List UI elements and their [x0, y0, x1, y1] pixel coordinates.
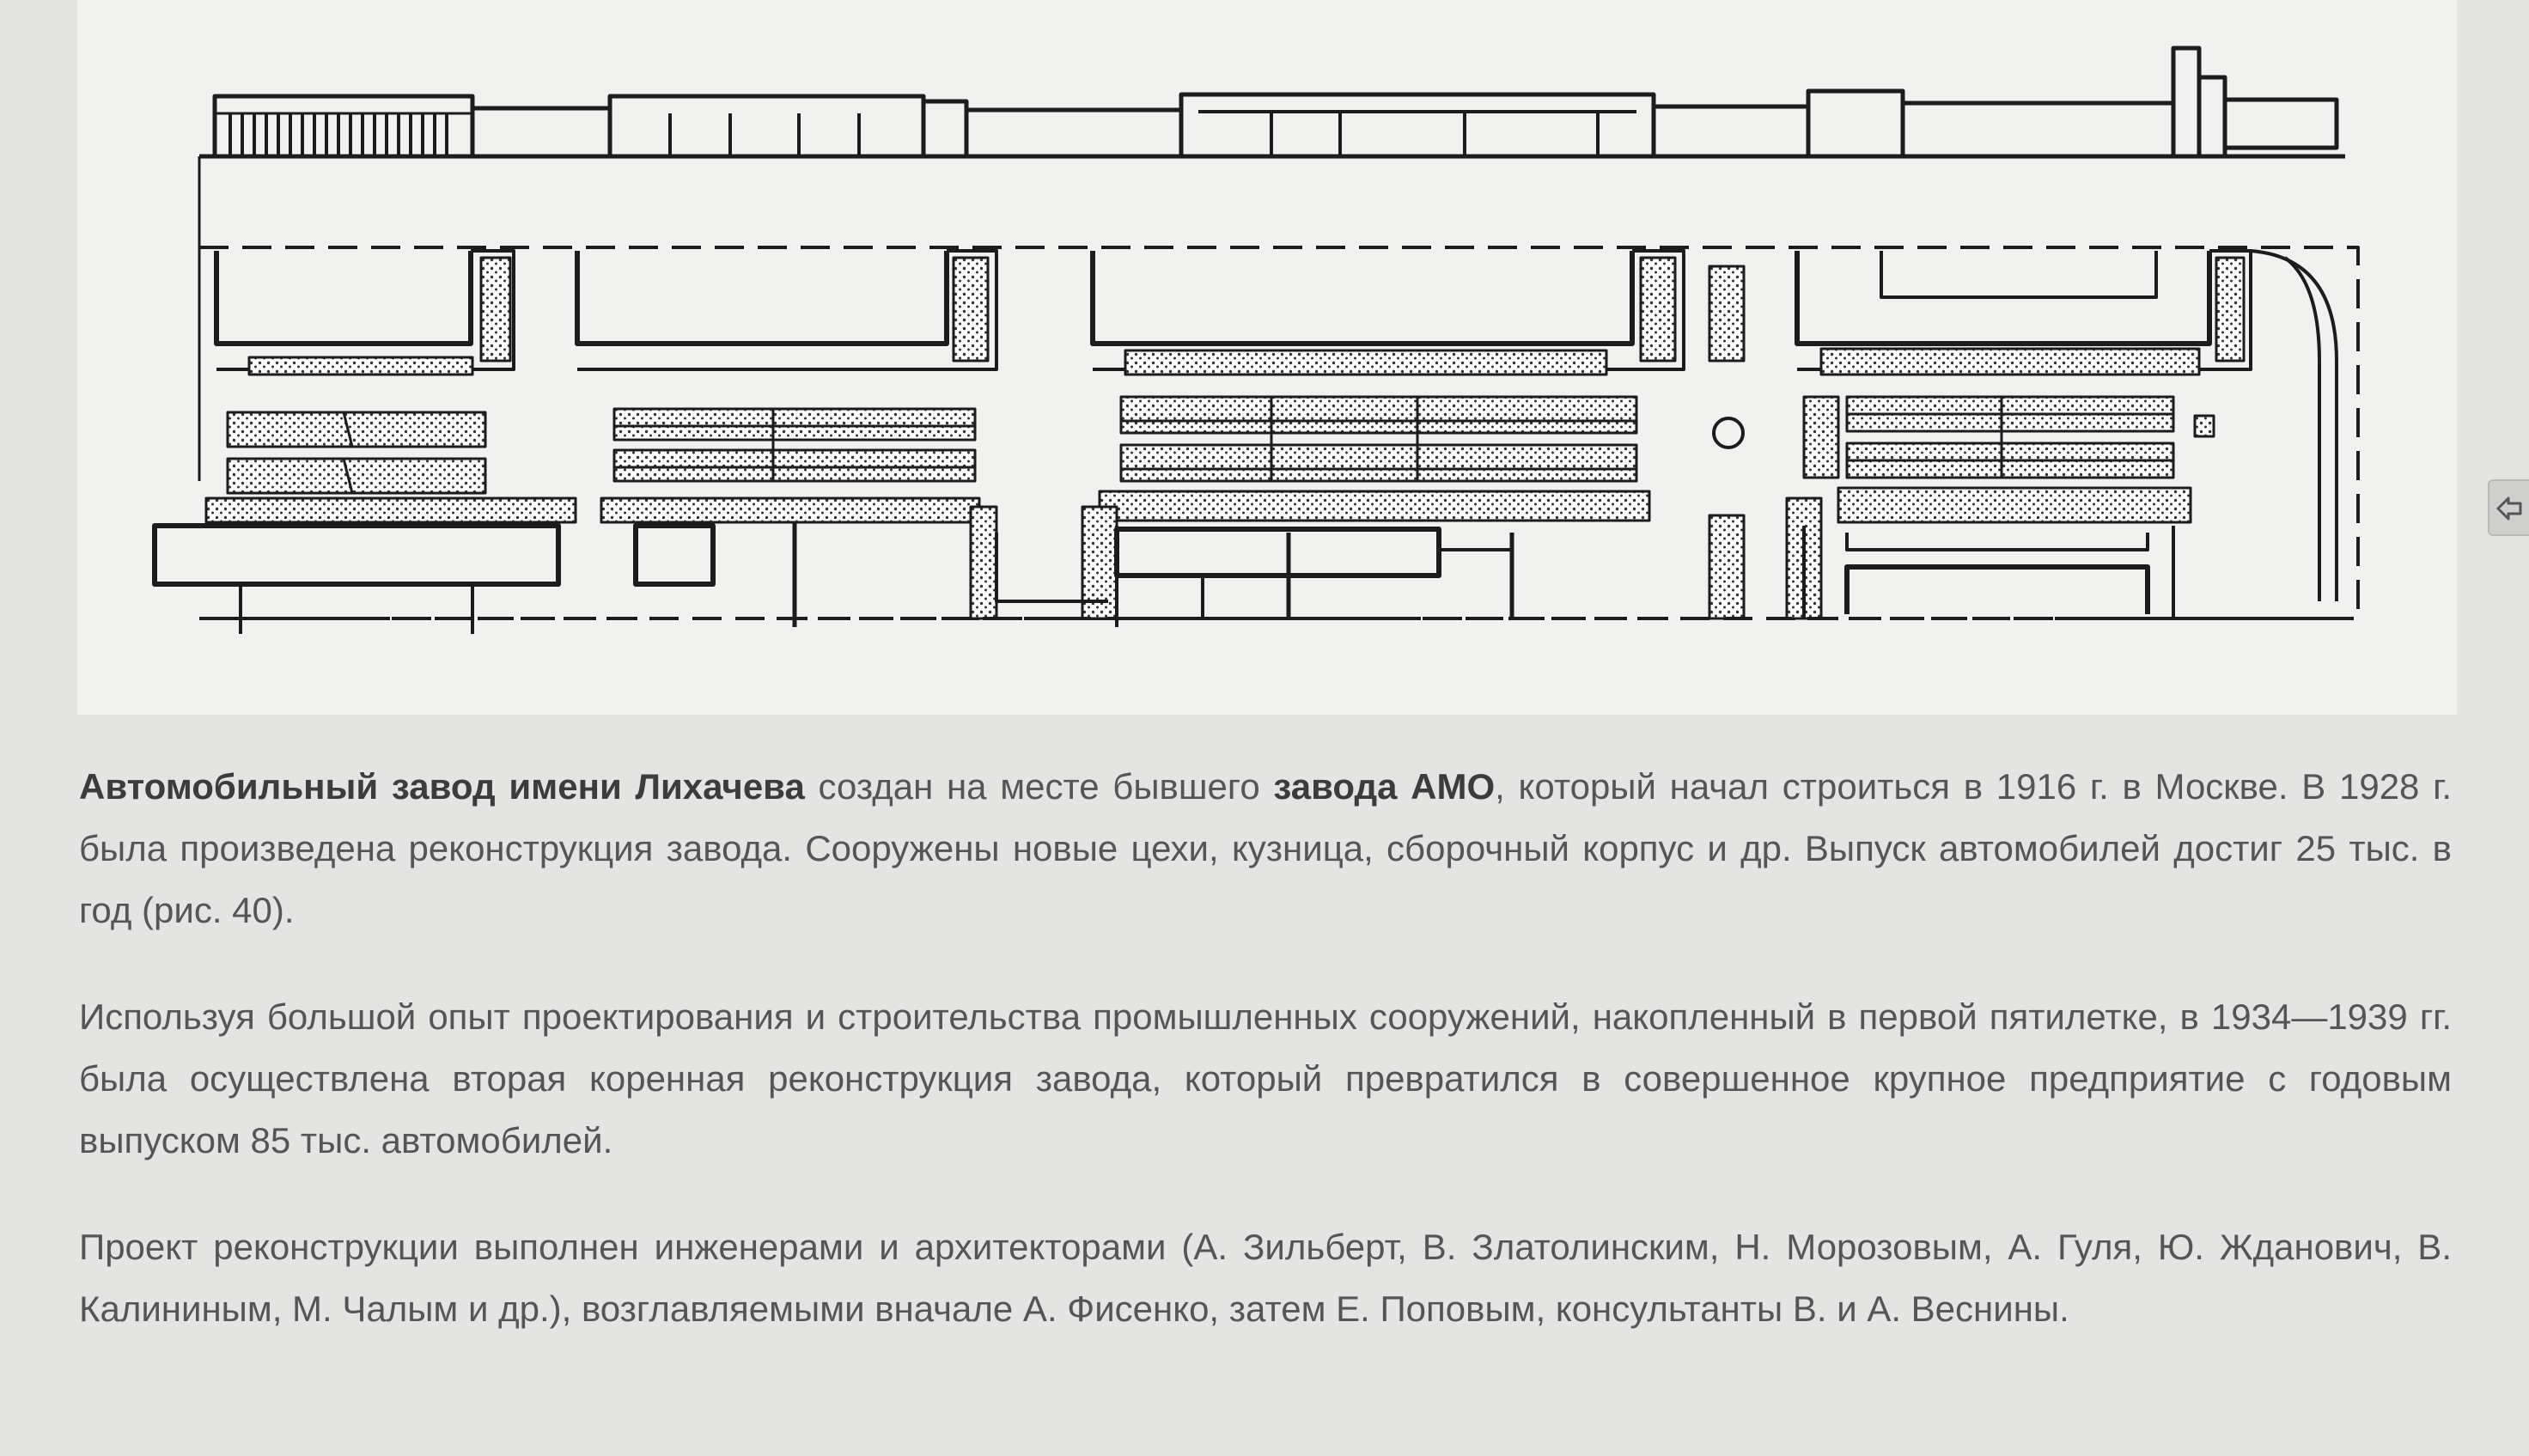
amo-plant-name: завода АМО — [1273, 766, 1496, 807]
text-run: , который начал строиться в 1916 г. в Москве. В 1928 г. была произведена реконструкция завода. Сооружены новые цехи, кузница, сборочный корпус и др. Выпуск автомобилей достиг 25 тыс. в год (рис. 40). — [79, 766, 2452, 930]
text-run: создан на месте бывшего — [804, 766, 1274, 807]
article-text — [79, 756, 2452, 1340]
side-panel-toggle[interactable] — [2488, 479, 2529, 536]
arrow-left-icon — [2495, 493, 2524, 524]
factory-plan-figure — [77, 0, 2457, 715]
paragraph-history — [79, 756, 2452, 941]
paragraph-reconstruction: Используя большой опыт проектирования и строительства промышленных сооружений, накопленный в первой пятилетке, в 1934—1939 гг. была осуществлена вторая коренная реконструкция завода, который превратился в совершенное крупное предприятие с годовым выпуском 85 тыс. автомобилей. — [79, 996, 2452, 1161]
factory-name: Автомобильный завод имени Лихачева — [79, 766, 805, 807]
paragraph-authors: Проект реконструкции выполнен инженерами и архитекторами (А. Зильберт, В. Златолинским, Н. Морозовым, А. Гуля, Ю. Жданович, В. Калининым, М. Чалым и др.), возглавляемыми вначале А. Фисенко, затем Е. Поповым, консультанты В. и А. Веснины. — [79, 1227, 2452, 1329]
factory-site-plan — [77, 0, 2457, 715]
water-tower — [1714, 418, 1743, 448]
